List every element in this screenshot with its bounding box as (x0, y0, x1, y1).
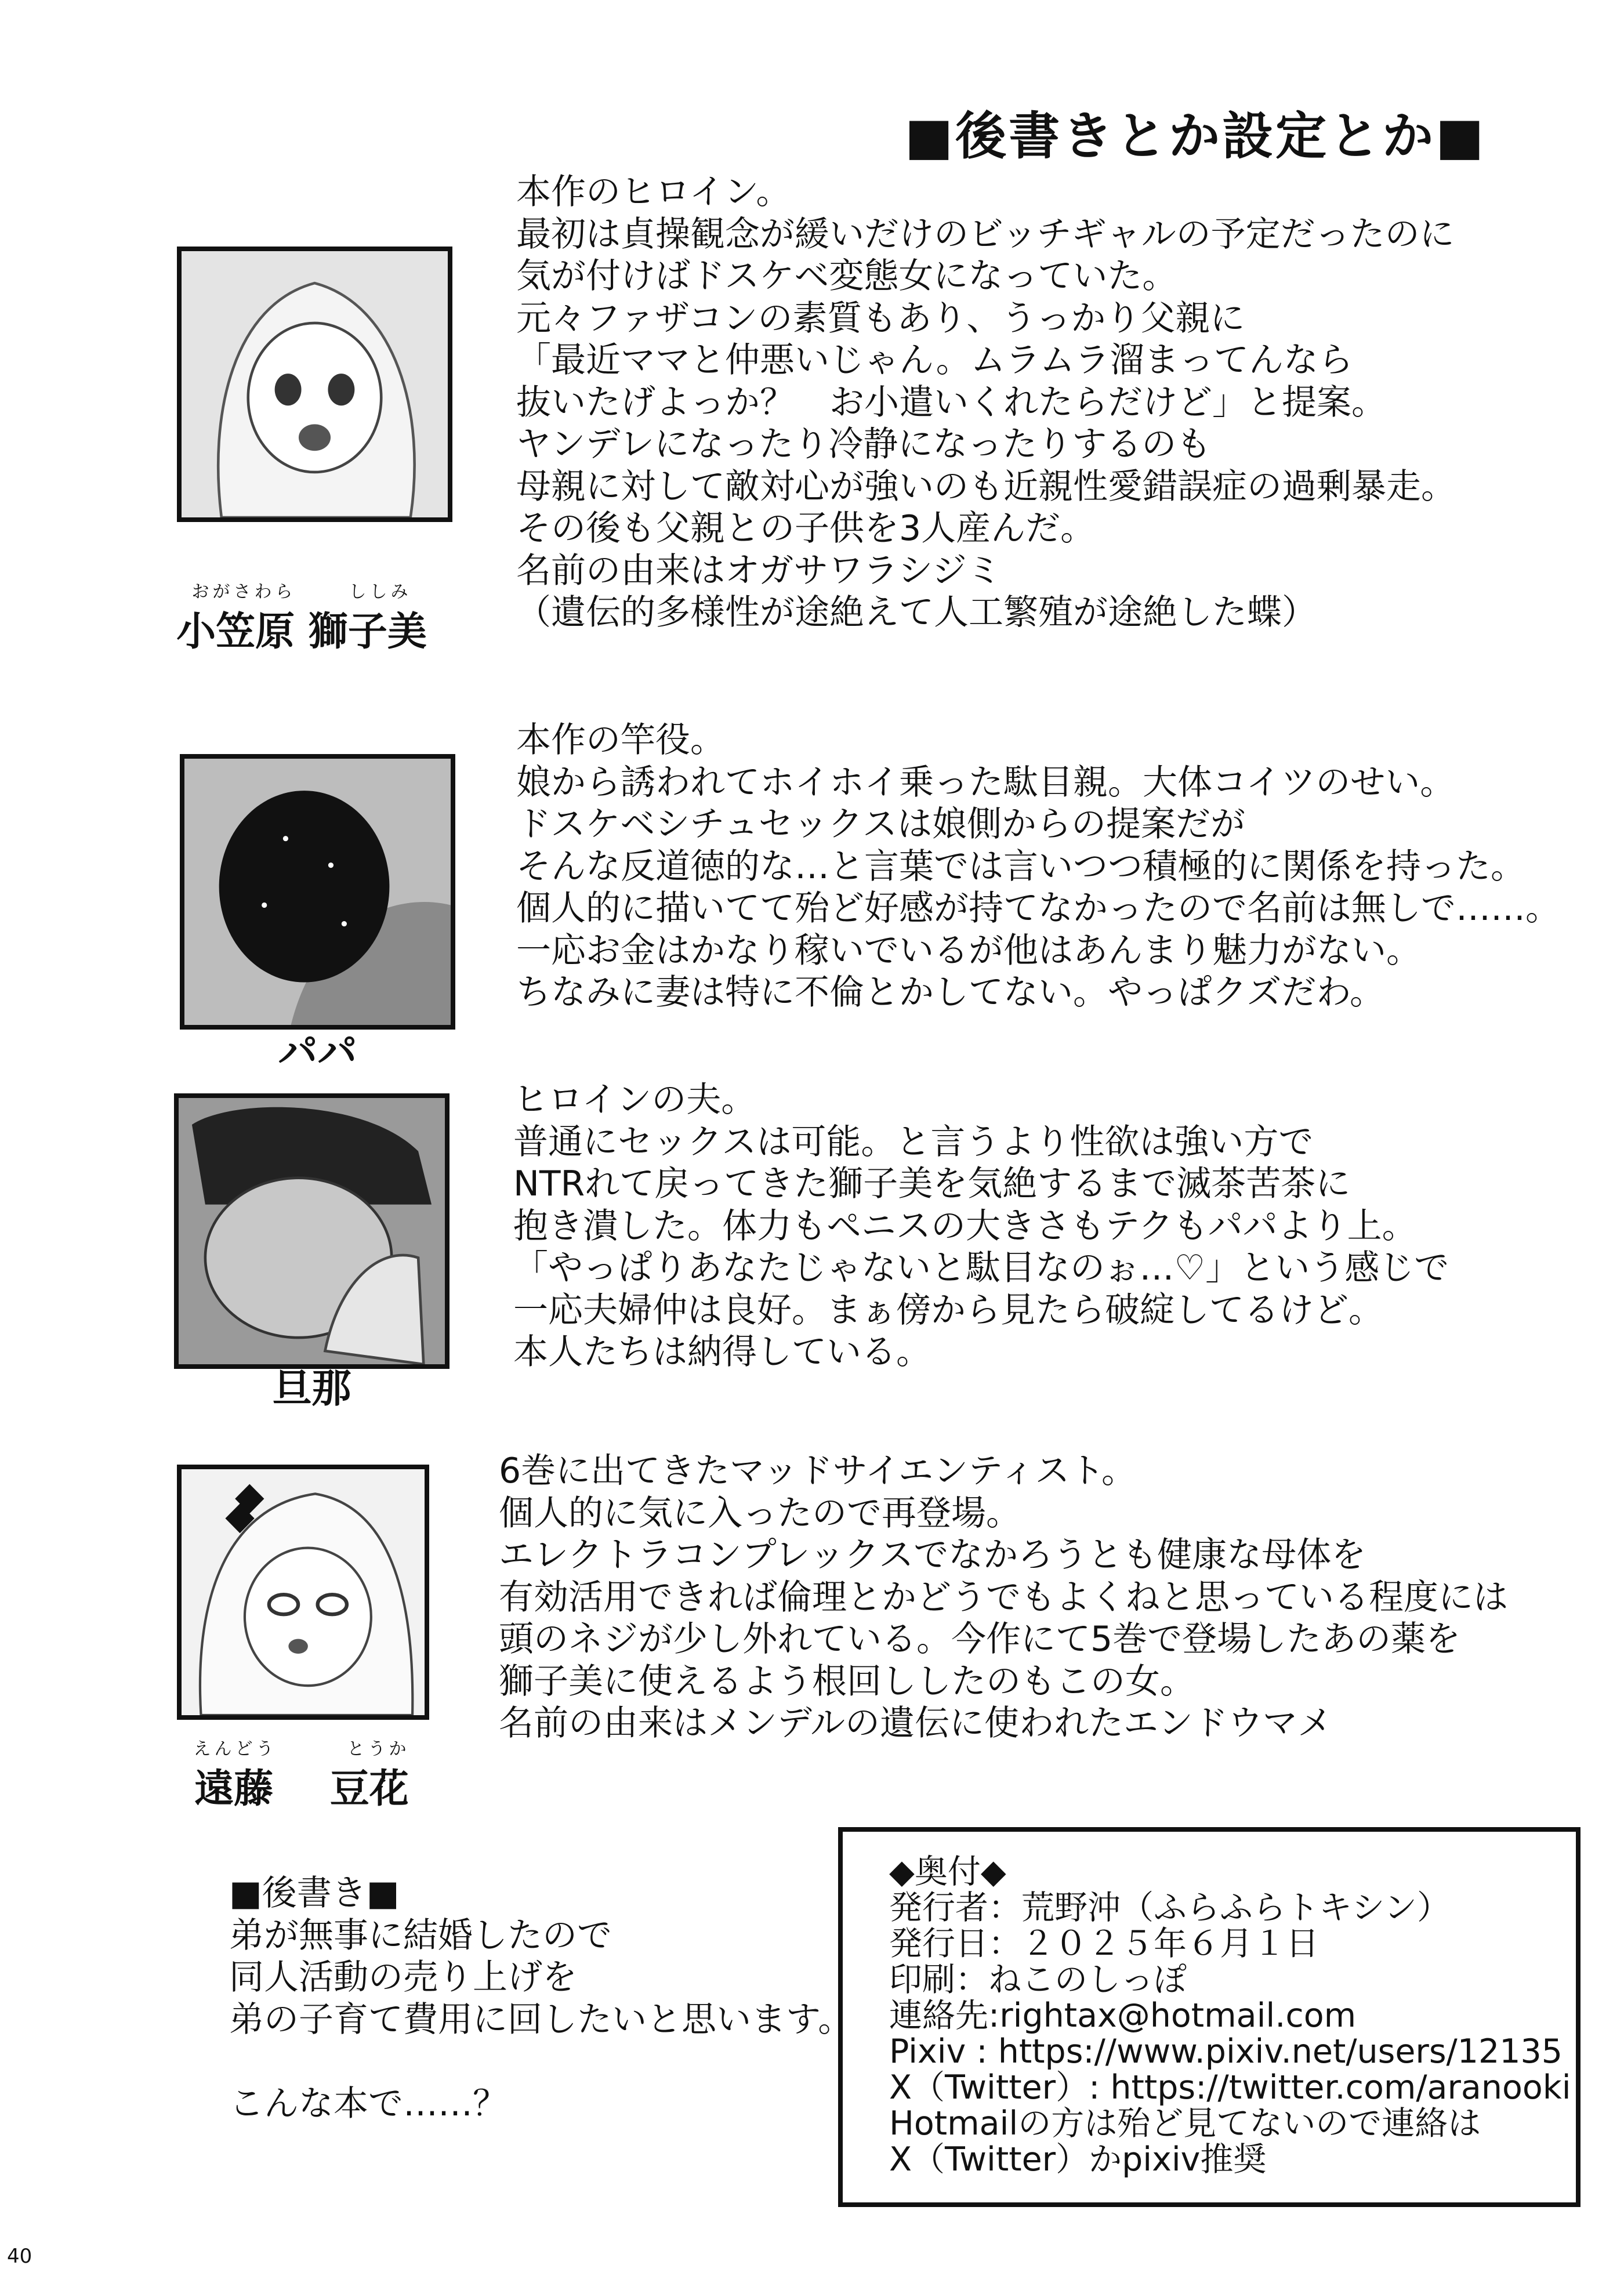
text-line: こんな本で……？ (229, 2083, 507, 2124)
father-portrait-icon (180, 754, 455, 1030)
name-family: 遠藤 (194, 1766, 274, 1812)
text-line: 最初は貞操観念が緩いだけのビッチギャルの予定だったのに (516, 213, 1455, 255)
text-line: ちなみに妻は特に不倫とかしてない。やっぱクズだわ。 (516, 972, 1384, 1013)
colophon-publisher: 発行者：荒野沖（ふらふらトキシン） (889, 1889, 1451, 1927)
text-line: ヒロインの夫。 (513, 1079, 756, 1120)
colophon-contact: 連絡先:rightax@hotmail.com (889, 1996, 1357, 2035)
character-name-scientist (174, 1734, 429, 1814)
colophon-note: Hotmailの方は殆ど見てないので連絡は (889, 2104, 1481, 2143)
text-line: 抜いたげよっか？ お小遣いくれたらだけど」と提案。 (516, 382, 1386, 423)
text-line: 娘から誘われてホイホイ乗った駄目親。大体コイツのせい。 (516, 762, 1455, 803)
afterword-heading: ■後書き■ (229, 1873, 400, 1914)
text-line: 弟の子育て費用に回したいと思います。 (229, 1999, 853, 2040)
text-line: 本人たちは納得している。 (513, 1332, 931, 1372)
text-line: 個人的に描いてて殆ど好感が持てなかったので名前は無しで……。 (516, 888, 1560, 929)
text-line: その後も父親との子供を3人産んだ。 (516, 508, 1096, 549)
text-line: エレクトラコンプレックスでなかろうとも健康な母体を (499, 1535, 1366, 1575)
text-line: 一応夫婦仲は良好。まぁ傍から見たら破綻してるけど。 (513, 1289, 1383, 1331)
text-line: 有効活用できれば倫理とかどうでもよくねと思っている程度には (499, 1577, 1508, 1618)
colophon-pixiv: Pixiv : https://www.pixiv.net/users/12135 (889, 2032, 1563, 2071)
character-name-father (180, 1021, 455, 1077)
colophon-note-2: X（Twitter）かpixiv推奨 (889, 2140, 1267, 2179)
page-title: ■後書きとか設定とか■ (905, 106, 1487, 166)
name-family: パパ (278, 1030, 357, 1075)
heroine-portrait-icon (177, 247, 452, 522)
husband-portrait-icon (174, 1093, 449, 1369)
colophon-date: 発行日：２０２５年６月１日 (889, 1925, 1319, 1963)
text-line: NTRれて戻ってきた獅子美を気絶するまで滅茶苦茶に (513, 1164, 1351, 1204)
name-family: 小笠原 (176, 609, 295, 655)
page-number: 40 (7, 2245, 32, 2268)
text-line: 抱き潰した。体力もペニスの大きさもテクもパパより上。 (513, 1205, 1417, 1246)
text-line: 個人的に気に入ったので再登場。 (499, 1492, 1021, 1534)
scientist-portrait-icon (177, 1465, 429, 1720)
colophon-printer: 印刷：ねこのしっぽ (889, 1961, 1187, 1999)
afterword (229, 1872, 853, 2125)
ruby-given: とうか (347, 1739, 410, 1759)
text-line: 母親に対して敵対心が強いのも近親性愛錯誤症の過剰暴走。 (516, 466, 1456, 507)
colophon-box (838, 1827, 1580, 2207)
character-description-husband (513, 1079, 1449, 1374)
character-name-heroine (162, 577, 441, 657)
character-description-father (516, 719, 1560, 1014)
character-description-scientist (499, 1450, 1508, 1745)
text-line: 元々ファザコンの素質もあり、うっかり父親に (516, 298, 1245, 339)
text-line: 「やっぱりあなたじゃないと駄目なのぉ…♡」という感じで (513, 1248, 1449, 1288)
name-given: 獅子美 (308, 609, 427, 655)
text-line: 同人活動の売り上げを (229, 1957, 577, 1998)
text-line: （遺伝的多様性が途絶えて人工繁殖が途絶した蝶） (516, 592, 1317, 633)
text-line: 頭のネジが少し外れている。今作にて5巻で登場したあの薬を (499, 1619, 1461, 1659)
name-given: 豆花 (329, 1766, 409, 1812)
text-line: 「最近ママと仲悪いじゃん。ムラムラ溜まってんなら (516, 340, 1353, 381)
character-description-heroine (516, 171, 1456, 634)
text-line: 名前の由来はオガサワラシジミ (516, 550, 1002, 591)
text-line: 6巻に出てきたマッドサイエンティスト。 (499, 1451, 1136, 1491)
colophon-twitter: X（Twitter）: https://twitter.com/aranooki (889, 2068, 1571, 2107)
text-line: 本作のヒロイン。 (516, 172, 791, 212)
text-line: 気が付けばドスケベ変態女になっていた。 (516, 256, 1177, 296)
text-line: 弟が無事に結婚したので (229, 1915, 612, 1956)
name-family: 旦那 (272, 1366, 351, 1412)
text-line: 普通にセックスは可能。と言うより性欲は強い方で (513, 1121, 1314, 1162)
colophon-heading: ◆奥付◆ (889, 1853, 1006, 1891)
ruby-family: おがさわら (191, 582, 296, 602)
ruby-given: ししみ (349, 582, 412, 602)
text-line: 獅子美に使えるよう根回ししたのもこの女。 (499, 1661, 1195, 1702)
text-line: 名前の由来はメンデルの遺伝に使われたエンドウマメ (499, 1703, 1332, 1744)
text-line: 本作の竿役。 (516, 720, 725, 760)
text-line: ヤンデレになったり冷静になったりするのも (516, 424, 1212, 465)
text-line: そんな反道徳的な…と言葉では言いつつ積極的に関係を持った。 (516, 846, 1525, 887)
ruby-family: えんどう (193, 1739, 277, 1759)
text-line (229, 2041, 853, 2083)
text-line: ドスケベシチュセックスは娘側からの提案だが (516, 804, 1245, 845)
text-line: 一応お金はかなり稼いでいるが他はあんまり魅力がない。 (516, 930, 1421, 971)
character-name-husband (174, 1357, 449, 1414)
